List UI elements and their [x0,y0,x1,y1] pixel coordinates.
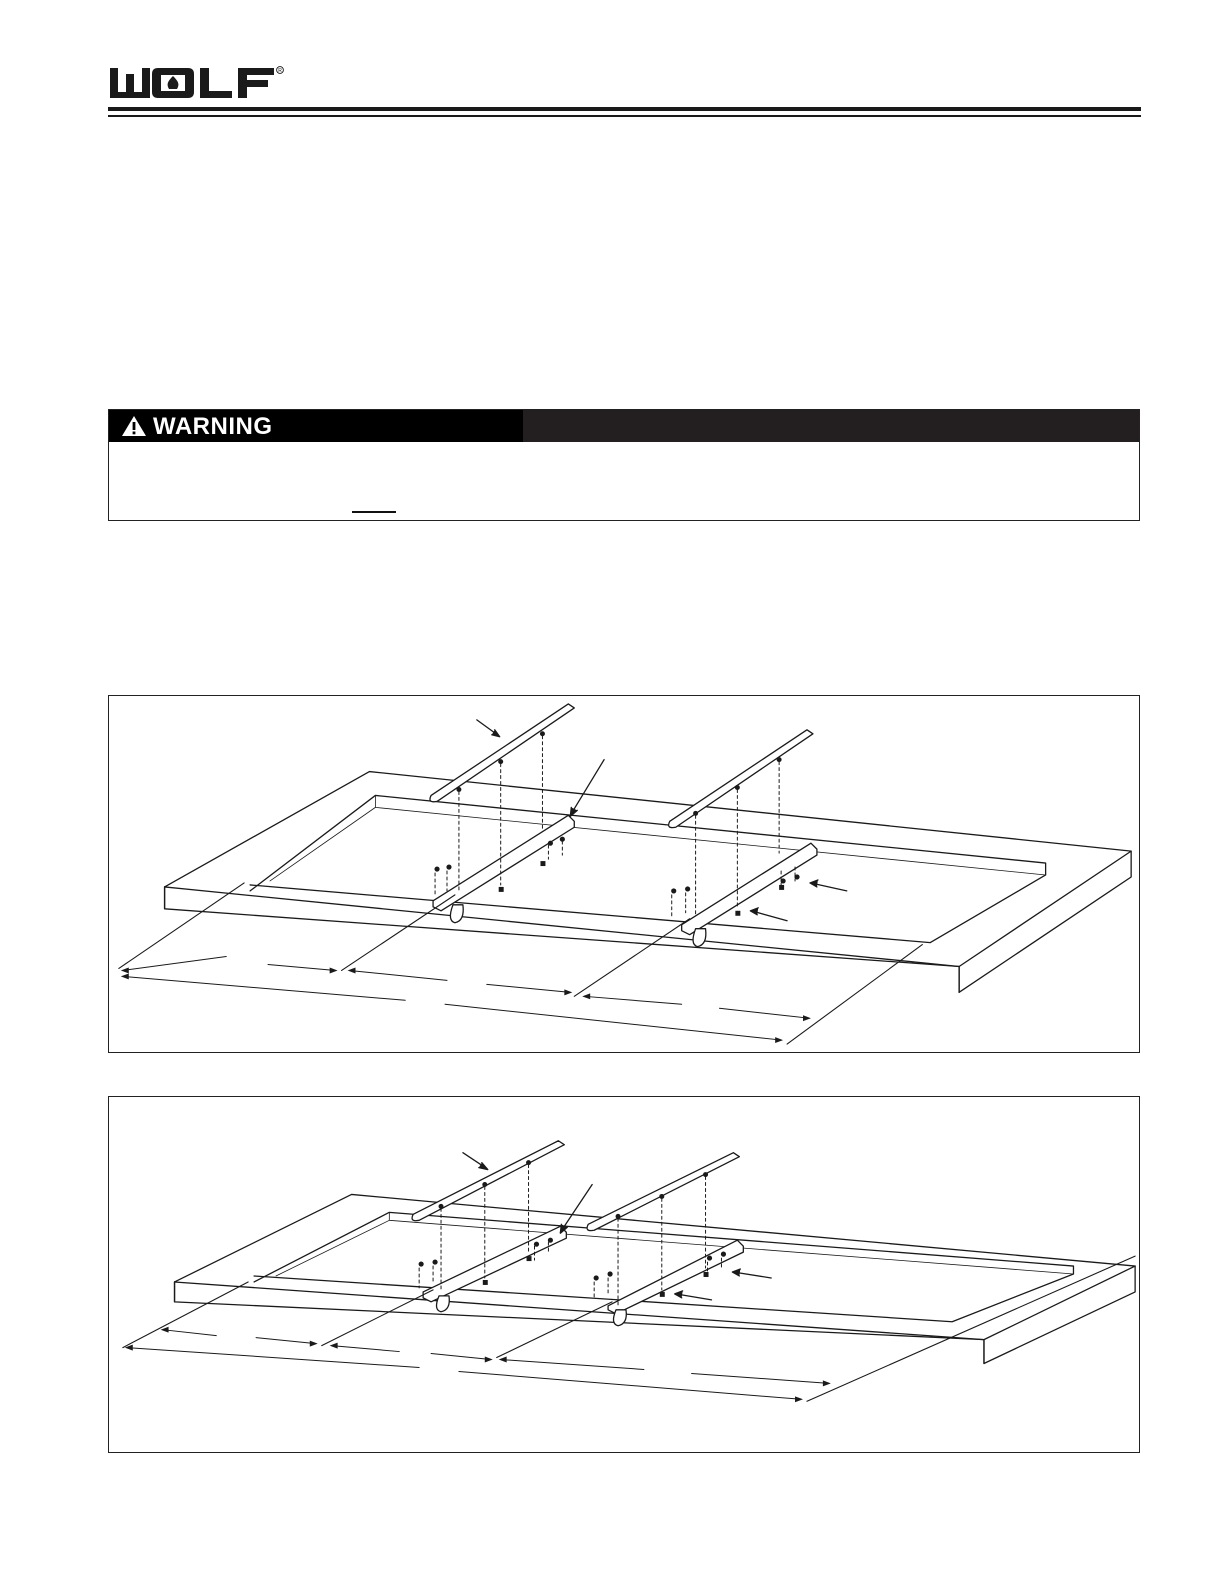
figure-bottom-illustration [109,1097,1139,1452]
warning-underline-mark [352,511,396,513]
dimension-arrowheads [121,967,811,1043]
warning-heading: WARNING [153,413,273,440]
svg-text:R: R [278,68,282,74]
countertop-front-face [165,887,960,992]
header-rule-thick [108,107,1141,111]
countertop-outline [165,772,1132,993]
right-trim-top [587,1153,739,1231]
warning-box [108,409,1140,521]
countertop-top-front-edge [165,851,1132,966]
dimension-extension-lines [119,883,922,1044]
dimension-arrows [127,1330,829,1400]
left-rail-bracket [450,905,463,923]
figure-top-illustration [109,696,1139,1052]
left-rail [433,815,574,910]
callout-arrows [477,720,847,921]
dimension-arrowheads [125,1327,831,1403]
wolf-logo [108,62,288,104]
right-rail-bracket [693,929,706,947]
cutout-inner-left [276,1220,389,1276]
right-rail [608,1240,743,1314]
countertop-outline [175,1194,1136,1363]
wolf-logo-graphic [108,62,288,104]
left-trim-top [430,704,574,802]
countertop-front-face [175,1282,984,1364]
dimension-arrows [123,957,809,1041]
warning-label-block [109,410,523,442]
callout-arrows [463,1153,771,1300]
right-rail [682,843,817,934]
left-rail-bracket [436,1296,449,1312]
warning-triangle-icon [121,415,147,437]
figure-top [108,695,1140,1053]
header-rule-thin [108,115,1141,117]
figure-bottom [108,1096,1140,1453]
countertop-cutout [254,1212,1073,1321]
countertop-cutout [250,795,1046,942]
left-trim-top [412,1141,564,1221]
left-rail [423,1226,566,1302]
right-trim-top [669,730,813,828]
